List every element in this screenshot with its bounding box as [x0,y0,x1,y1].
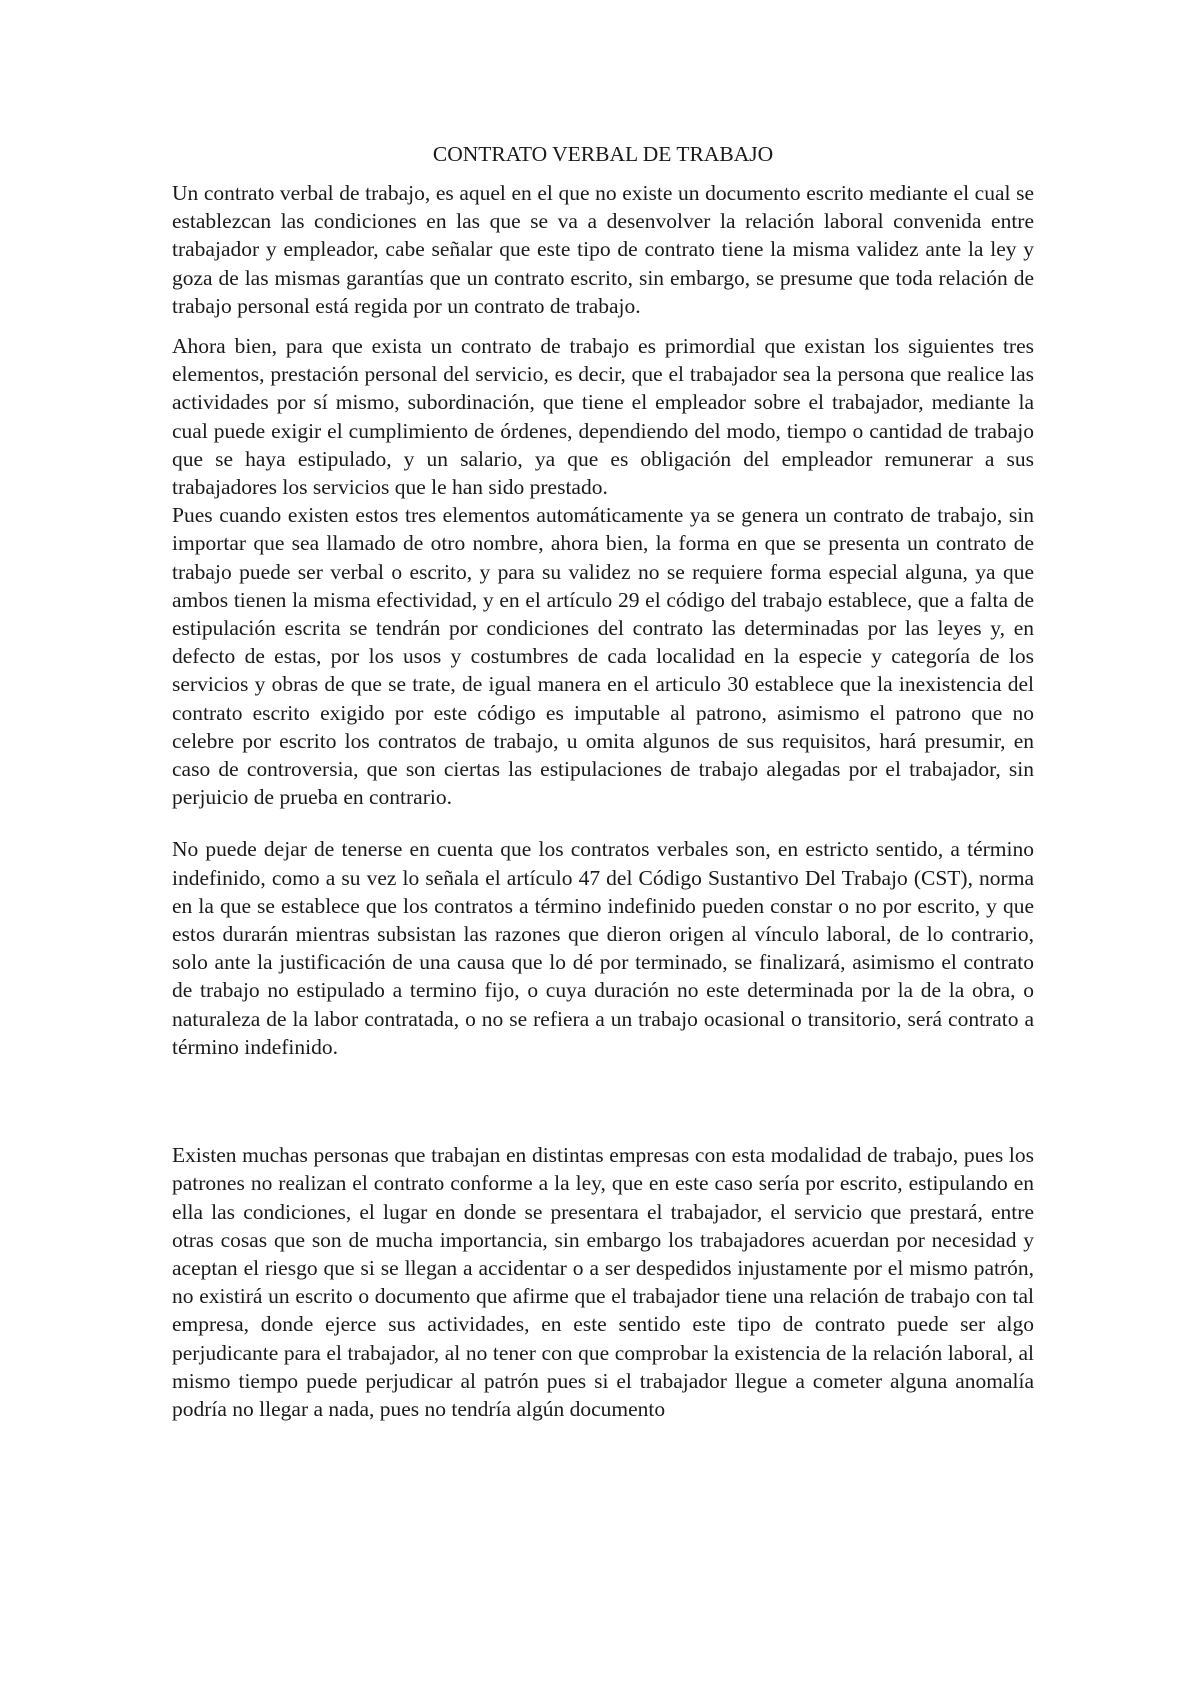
paragraph-2: Ahora bien, para que exista un contrato de trabajo es primordial que existan los siguientes tres elementos, prestación personal del servicio, es decir, que el trabajador sea la persona que realice las actividades por sí mismo, subordinación, que tiene el empleador sobre el trabajador, mediante la cual puede exigir el cumplimiento de órdenes, dependiendo del modo, tiempo o cantidad de trabajo que se haya estipulado, y un salario, ya que es obligación del empleador remunerar a sus trabajadores los servicios que le han sido prestado. [172,334,1034,500]
paragraph-1: Un contrato verbal de trabajo, es aquel en el que no existe un documento escrito mediante el cual se establezcan las condiciones en las que se va a desenvolver la relación laboral convenida entre trabajador y empleador, cabe señalar que este tipo de contrato tiene la misma validez ante la ley y goza de las mismas garantías que un contrato escrito, sin embargo, se presume que toda relación de trabajo personal está regida por un contrato de trabajo. [172,181,1034,318]
paragraph-4: No puede dejar de tenerse en cuenta que los contratos verbales son, en estricto sentido, a término indefinido, como a su vez lo señala el artículo 47 del Código Sustantivo Del Trabajo (CST), norma en la que se establece que los contratos a término indefinido pueden constar o no por escrito, y que estos durarán mientras subsistan las razones que dieron origen al vínculo laboral, de lo contrario, solo ante la justificación de una causa que lo dé por terminado, se finalizará, asimismo el contrato de trabajo no estipulado a termino fijo, o cuya duración no este determinada por la de la obra, o naturaleza de la labor contratada, o no se refiera a un trabajo ocasional o transitorio, será contrato a término indefinido. [172,837,1034,1059]
paragraph-3: Pues cuando existen estos tres elementos automáticamente ya se genera un contrato de trabajo, sin importar que sea llamado de otro nombre, ahora bien, la forma en que se presenta un contrato de trabajo puede ser verbal o escrito, y para su validez no se requiere forma especial alguna, ya que ambos tienen la misma efectividad, y en el artículo 29 el código del trabajo establece, que a falta de estipulación escrita se tendrán por condiciones del contrato las determinadas por las leyes y, en defecto de estas, por los usos y costumbres de cada localidad en la especie y categoría de los servicios y obras de que se trate, de igual manera en el articulo 30 establece que la inexistencia del contrato escrito exigido por este código es imputable al patrono, asimismo el patrono que no celebre por escrito los contratos de trabajo, u omita algunos de sus requisitos, hará presumir, en caso de controversia, que son ciertas las estipulaciones de trabajo alegadas por el trabajador, sin perjuicio de prueba en contrario. [172,503,1034,810]
document-title: CONTRATO VERBAL DE TRABAJO [432,142,774,166]
paragraph-5: Existen muchas personas que trabajan en distintas empresas con esta modalidad de trabajo, pues los patrones no realizan el contrato conforme a la ley, que en este caso sería por escrito, estipulando en ella las condiciones, el lugar en donde se presentara el trabajador, el servicio que prestará, entre otras cosas que son de mucha importancia, sin embargo los trabajadores acuerdan por necesidad y aceptan el riesgo que si se llegan a accidentar o a ser despedidos injustamente por el mismo patrón, no existirá un escrito o documento que afirme que el trabajador tiene una relación de trabajo con tal empresa, donde ejerce sus actividades, en este sentido este tipo de contrato puede ser algo perjudicante para el trabajador, al no tener con que comprobar la existencia de la relación laboral, al mismo tiempo puede perjudicar al patrón pues si el trabajador llegue a cometer alguna anomalía podría no llegar a nada, pues no tendría algún documento [172,1143,1034,1421]
document-body [172,140,1034,1423]
